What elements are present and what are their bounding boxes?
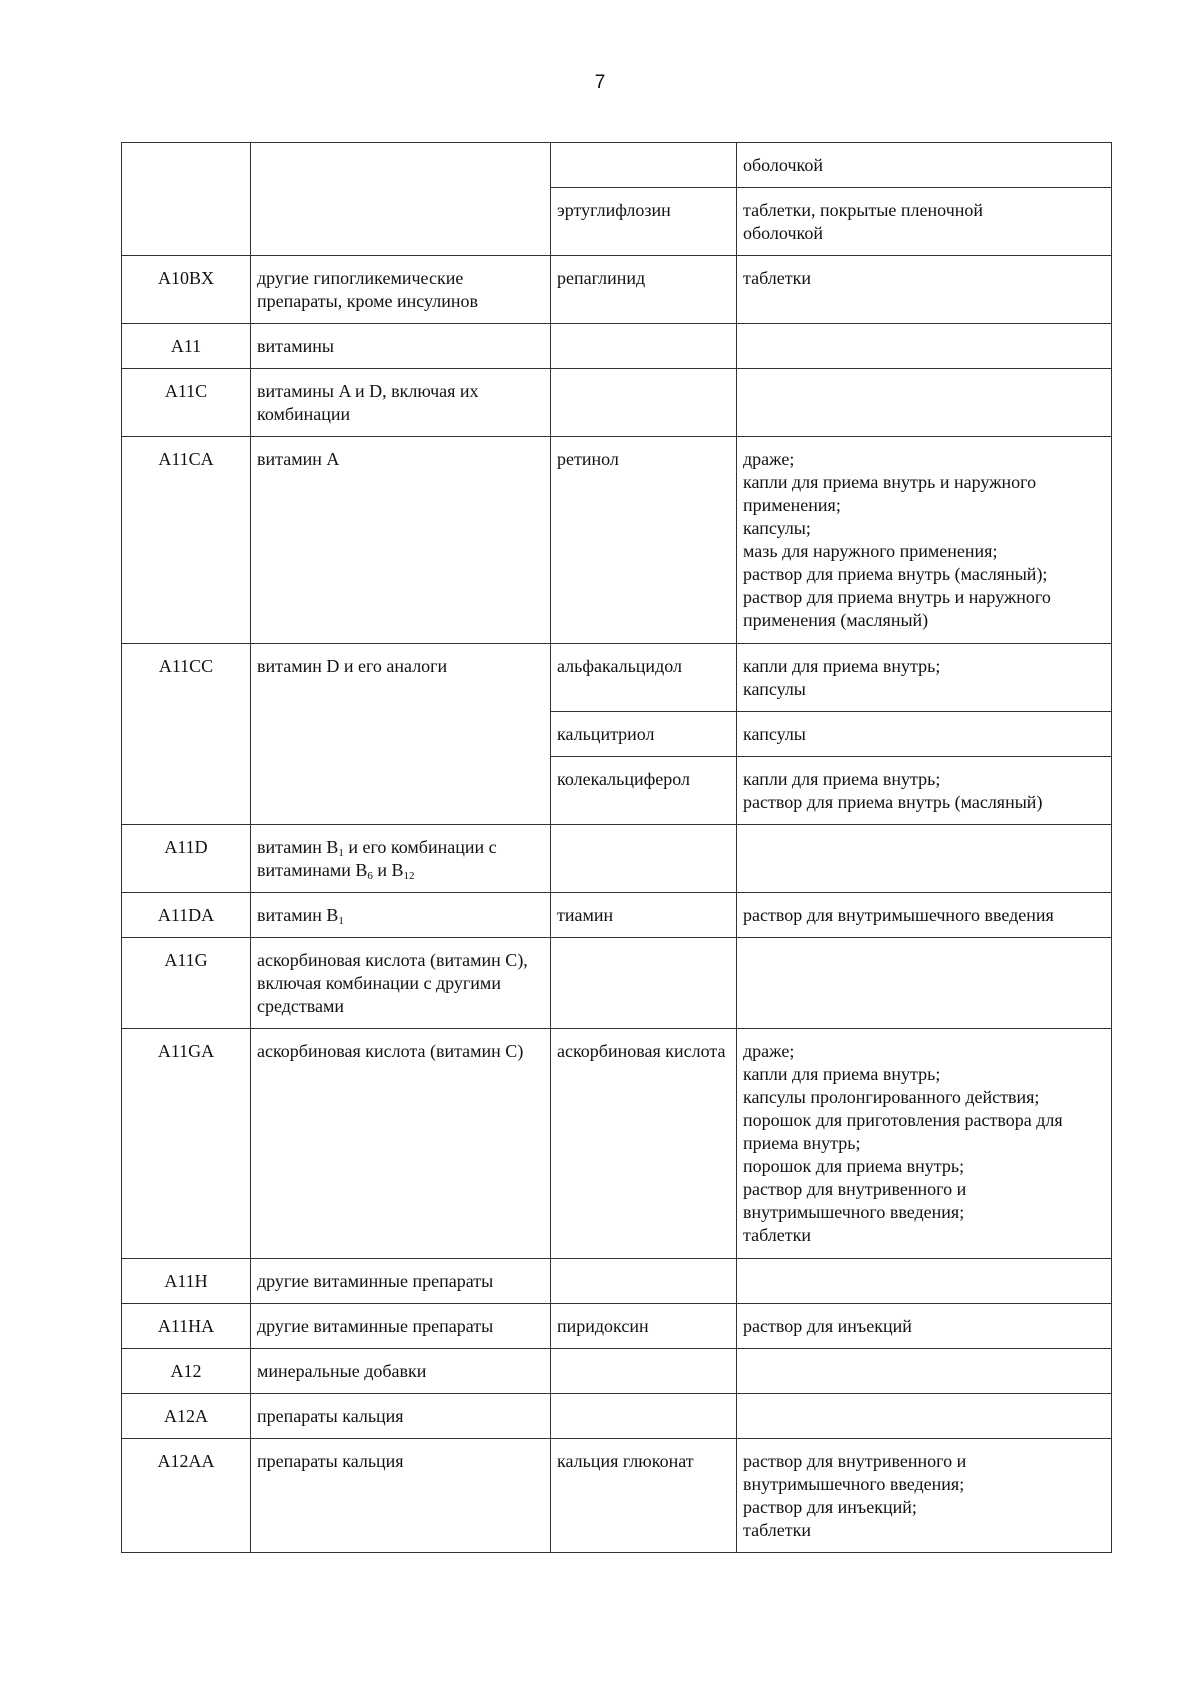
dosage-form-line: раствор для внутривенного и внутримышечного введения; <box>743 1179 967 1222</box>
dosage-form-line: капли для приема внутрь; <box>743 656 941 676</box>
dosage-form-line: оболочкой <box>743 223 823 243</box>
table-row <box>122 1029 1112 1259</box>
atc-code-cell: A11DA <box>122 893 251 938</box>
dosage-form-cell <box>737 437 1112 644</box>
dosage-form-cell <box>737 324 1112 369</box>
group-cell: препараты кальция <box>251 1439 551 1553</box>
table-row <box>122 938 1112 1029</box>
group-text: витамин B <box>257 837 339 857</box>
table-row <box>122 256 1112 324</box>
table-row <box>122 825 1112 893</box>
dosage-form-cell <box>737 1259 1112 1304</box>
table-row <box>122 324 1112 369</box>
dosage-form-cell <box>737 644 1112 712</box>
subscript: 12 <box>403 870 415 882</box>
substance-cell: тиамин <box>551 893 737 938</box>
atc-code-cell: A11HA <box>122 1304 251 1349</box>
dosage-form-line: капли для приема внутрь и наружного применения; <box>743 472 1037 515</box>
dosage-form-line: драже; <box>743 1041 795 1061</box>
substance-cell <box>551 143 737 188</box>
dosage-form-line: таблетки <box>743 1225 812 1245</box>
table-row <box>122 143 1112 188</box>
substance-cell <box>551 369 737 437</box>
table-row <box>122 1304 1112 1349</box>
substance-cell <box>551 1349 737 1394</box>
group-cell: витамины <box>251 324 551 369</box>
drug-table <box>121 142 1112 1553</box>
atc-code-cell: A11 <box>122 324 251 369</box>
dosage-form-line: раствор для приема внутрь (масляный) <box>743 792 1043 812</box>
dosage-form-cell <box>737 938 1112 1029</box>
substance-cell: кальция глюконат <box>551 1439 737 1553</box>
group-cell: витамин A <box>251 437 551 644</box>
dosage-form-cell <box>737 1304 1112 1349</box>
substance-cell <box>551 938 737 1029</box>
dosage-form-cell <box>737 369 1112 437</box>
substance-cell: колекальциферол <box>551 757 737 825</box>
dosage-form-line: капсулы <box>743 679 806 699</box>
group-cell: аскорбиновая кислота (витамин C) <box>251 1029 551 1259</box>
subscript: 1 <box>338 847 344 859</box>
substance-cell: аскорбиновая кислота <box>551 1029 737 1259</box>
dosage-form-line: порошок для приготовления раствора для приема внутрь; <box>743 1110 1063 1153</box>
dosage-form-cell <box>737 825 1112 893</box>
dosage-form-line: порошок для приема внутрь; <box>743 1156 965 1176</box>
group-cell: другие витаминные препараты <box>251 1259 551 1304</box>
substance-cell: ретинол <box>551 437 737 644</box>
table-row <box>122 893 1112 938</box>
dosage-form-line: капли для приема внутрь; <box>743 769 941 789</box>
dosage-form-line: таблетки <box>743 268 812 288</box>
substance-cell <box>551 1259 737 1304</box>
group-cell: витамины A и D, включая их комбинации <box>251 369 551 437</box>
group-cell: аскорбиновая кислота (витамин C), включая комбинации с другими средствами <box>251 938 551 1029</box>
dosage-form-cell <box>737 1394 1112 1439</box>
dosage-form-line: раствор для внутривенного и внутримышечного введения; <box>743 1451 967 1494</box>
dosage-form-line: раствор для приема внутрь (масляный); <box>743 564 1048 584</box>
atc-code-cell: A11H <box>122 1259 251 1304</box>
table-row <box>122 1259 1112 1304</box>
group-cell: витамин D и его аналоги <box>251 644 551 825</box>
atc-code-cell: A11D <box>122 825 251 893</box>
dosage-form-line: капли для приема внутрь; <box>743 1064 941 1084</box>
substance-cell: пиридоксин <box>551 1304 737 1349</box>
group-text: и B <box>372 860 404 880</box>
dosage-form-line: раствор для приема внутрь и наружного применения (масляный) <box>743 587 1051 630</box>
substance-cell: кальцитриол <box>551 712 737 757</box>
dosage-form-line: оболочкой <box>743 155 823 175</box>
page-number: 7 <box>594 72 606 93</box>
dosage-form-line: раствор для инъекций; <box>743 1497 917 1517</box>
dosage-form-cell <box>737 188 1112 256</box>
group-cell: препараты кальция <box>251 1394 551 1439</box>
dosage-form-line: капсулы; <box>743 518 811 538</box>
table-row <box>122 1439 1112 1553</box>
atc-code-cell <box>122 143 251 256</box>
substance-cell <box>551 324 737 369</box>
subscript: 1 <box>338 915 344 927</box>
group-cell <box>251 893 551 938</box>
group-cell: другие витаминные препараты <box>251 1304 551 1349</box>
group-cell: другие гипогликемические препараты, кроме инсулинов <box>251 256 551 324</box>
table-row <box>122 1349 1112 1394</box>
substance-cell: альфакальцидол <box>551 644 737 712</box>
dosage-form-cell <box>737 143 1112 188</box>
dosage-form-line: мазь для наружного применения; <box>743 541 998 561</box>
dosage-form-line: таблетки, покрытые пленочной <box>743 200 984 220</box>
dosage-form-line: раствор для внутримышечного введения <box>743 905 1054 925</box>
table-row <box>122 644 1112 712</box>
substance-cell <box>551 825 737 893</box>
table-row <box>122 369 1112 437</box>
atc-code-cell: A11C <box>122 369 251 437</box>
dosage-form-cell <box>737 1439 1112 1553</box>
substance-cell: эртуглифлозин <box>551 188 737 256</box>
dosage-form-cell <box>737 256 1112 324</box>
atc-code-cell: A12AA <box>122 1439 251 1553</box>
table-row <box>122 437 1112 644</box>
group-cell: минеральные добавки <box>251 1349 551 1394</box>
dosage-form-cell <box>737 712 1112 757</box>
dosage-form-line: таблетки <box>743 1520 812 1540</box>
dosage-form-cell <box>737 757 1112 825</box>
group-cell <box>251 825 551 893</box>
subscript: 6 <box>367 870 373 882</box>
group-text: и его комбинации с витаминами B <box>257 837 497 880</box>
dosage-form-line: раствор для инъекций <box>743 1316 912 1336</box>
dosage-form-line: драже; <box>743 449 795 469</box>
dosage-form-cell <box>737 893 1112 938</box>
atc-code-cell: A12A <box>122 1394 251 1439</box>
dosage-form-line: капсулы <box>743 724 806 744</box>
table-row <box>122 1394 1112 1439</box>
dosage-form-line: капсулы пролонгированного действия; <box>743 1087 1040 1107</box>
group-text: витамин B <box>257 905 339 925</box>
substance-cell <box>551 1394 737 1439</box>
substance-cell: репаглинид <box>551 256 737 324</box>
atc-code-cell: A11CA <box>122 437 251 644</box>
dosage-form-cell <box>737 1029 1112 1259</box>
atc-code-cell: A11GA <box>122 1029 251 1259</box>
group-cell <box>251 143 551 256</box>
atc-code-cell: A11CC <box>122 644 251 825</box>
dosage-form-cell <box>737 1349 1112 1394</box>
atc-code-cell: A12 <box>122 1349 251 1394</box>
atc-code-cell: A11G <box>122 938 251 1029</box>
atc-code-cell: A10BX <box>122 256 251 324</box>
